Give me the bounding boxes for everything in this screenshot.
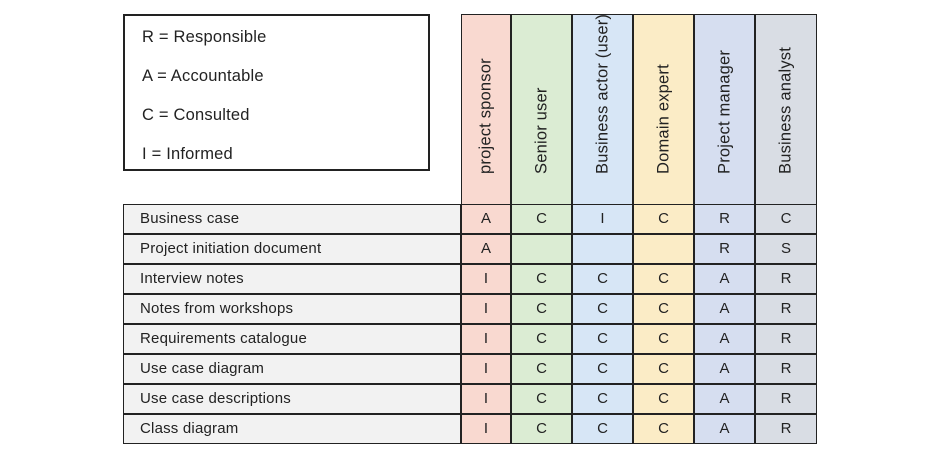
raci-cell: C [633, 384, 694, 414]
raci-cell: I [572, 204, 633, 234]
raci-cell: R [694, 234, 755, 264]
raci-cell: C [572, 324, 633, 354]
raci-cell: C [633, 294, 694, 324]
raci-cell: C [633, 204, 694, 234]
raci-cell: R [755, 414, 817, 444]
raci-cell: R [755, 384, 817, 414]
row-label: Interview notes [123, 264, 461, 294]
raci-cell: I [461, 324, 511, 354]
column-header-project-manager [694, 14, 755, 205]
raci-cell: A [694, 384, 755, 414]
column-header-business-actor-user [572, 14, 633, 205]
raci-cell: C [633, 414, 694, 444]
raci-cell: A [461, 204, 511, 234]
raci-table [123, 204, 817, 444]
column-header-label: Senior user [532, 87, 550, 174]
raci-cell: C [511, 264, 572, 294]
table-row [123, 234, 817, 264]
table-row [123, 414, 817, 444]
raci-cell: A [694, 414, 755, 444]
column-header-label: project sponsor [476, 58, 495, 174]
column-header-label: Business actor (user) [593, 13, 611, 174]
table-row [123, 354, 817, 384]
raci-cell: C [633, 324, 694, 354]
raci-cell: I [461, 414, 511, 444]
raci-cell [511, 234, 572, 264]
raci-cell: A [461, 234, 511, 264]
raci-cell: R [694, 204, 755, 234]
column-header-label: Project manager [715, 49, 733, 174]
legend-item: I = Informed [142, 145, 233, 163]
column-header-senior-user [511, 14, 572, 205]
raci-cell: A [694, 264, 755, 294]
raci-cell: A [694, 324, 755, 354]
raci-cell: R [755, 264, 817, 294]
raci-cell [633, 234, 694, 264]
column-header-business-analyst [755, 14, 817, 205]
table-row [123, 204, 817, 234]
row-label: Notes from workshops [123, 294, 461, 324]
raci-cell: A [694, 294, 755, 324]
row-label: Use case diagram [123, 354, 461, 384]
raci-cell [572, 234, 633, 264]
raci-cell: C [572, 294, 633, 324]
legend-item: A = Accountable [142, 67, 264, 85]
row-label: Requirements catalogue [123, 324, 461, 354]
row-label: Project initiation document [123, 234, 461, 264]
raci-cell: C [633, 354, 694, 384]
raci-cell: C [511, 414, 572, 444]
table-row [123, 264, 817, 294]
raci-cell: C [755, 204, 817, 234]
raci-cell: C [572, 264, 633, 294]
raci-cell: I [461, 264, 511, 294]
raci-cell: R [755, 324, 817, 354]
raci-cell: S [755, 234, 817, 264]
raci-cell: C [572, 414, 633, 444]
raci-cell: C [572, 354, 633, 384]
raci-cell: C [511, 324, 572, 354]
row-label: Use case descriptions [123, 384, 461, 414]
table-row [123, 384, 817, 414]
raci-cell: C [511, 384, 572, 414]
raci-cell: I [461, 384, 511, 414]
raci-cell: A [694, 354, 755, 384]
legend-item: C = Consulted [142, 106, 250, 124]
column-header-project-sponsor [461, 14, 511, 205]
raci-cell: R [755, 354, 817, 384]
row-label: Business case [123, 204, 461, 234]
raci-cell: C [511, 354, 572, 384]
table-row [123, 324, 817, 354]
legend-item: R = Responsible [142, 28, 267, 46]
raci-cell: I [461, 354, 511, 384]
raci-cell: R [755, 294, 817, 324]
raci-cell: C [511, 204, 572, 234]
column-headers [461, 14, 817, 205]
column-header-domain-expert [633, 14, 694, 205]
column-header-label: Domain expert [654, 64, 672, 174]
raci-cell: C [572, 384, 633, 414]
raci-cell: C [633, 264, 694, 294]
raci-cell: I [461, 294, 511, 324]
column-header-label: Business analyst [776, 46, 795, 174]
legend-box [123, 14, 430, 171]
table-row [123, 294, 817, 324]
row-label: Class diagram [123, 414, 461, 444]
raci-cell: C [511, 294, 572, 324]
